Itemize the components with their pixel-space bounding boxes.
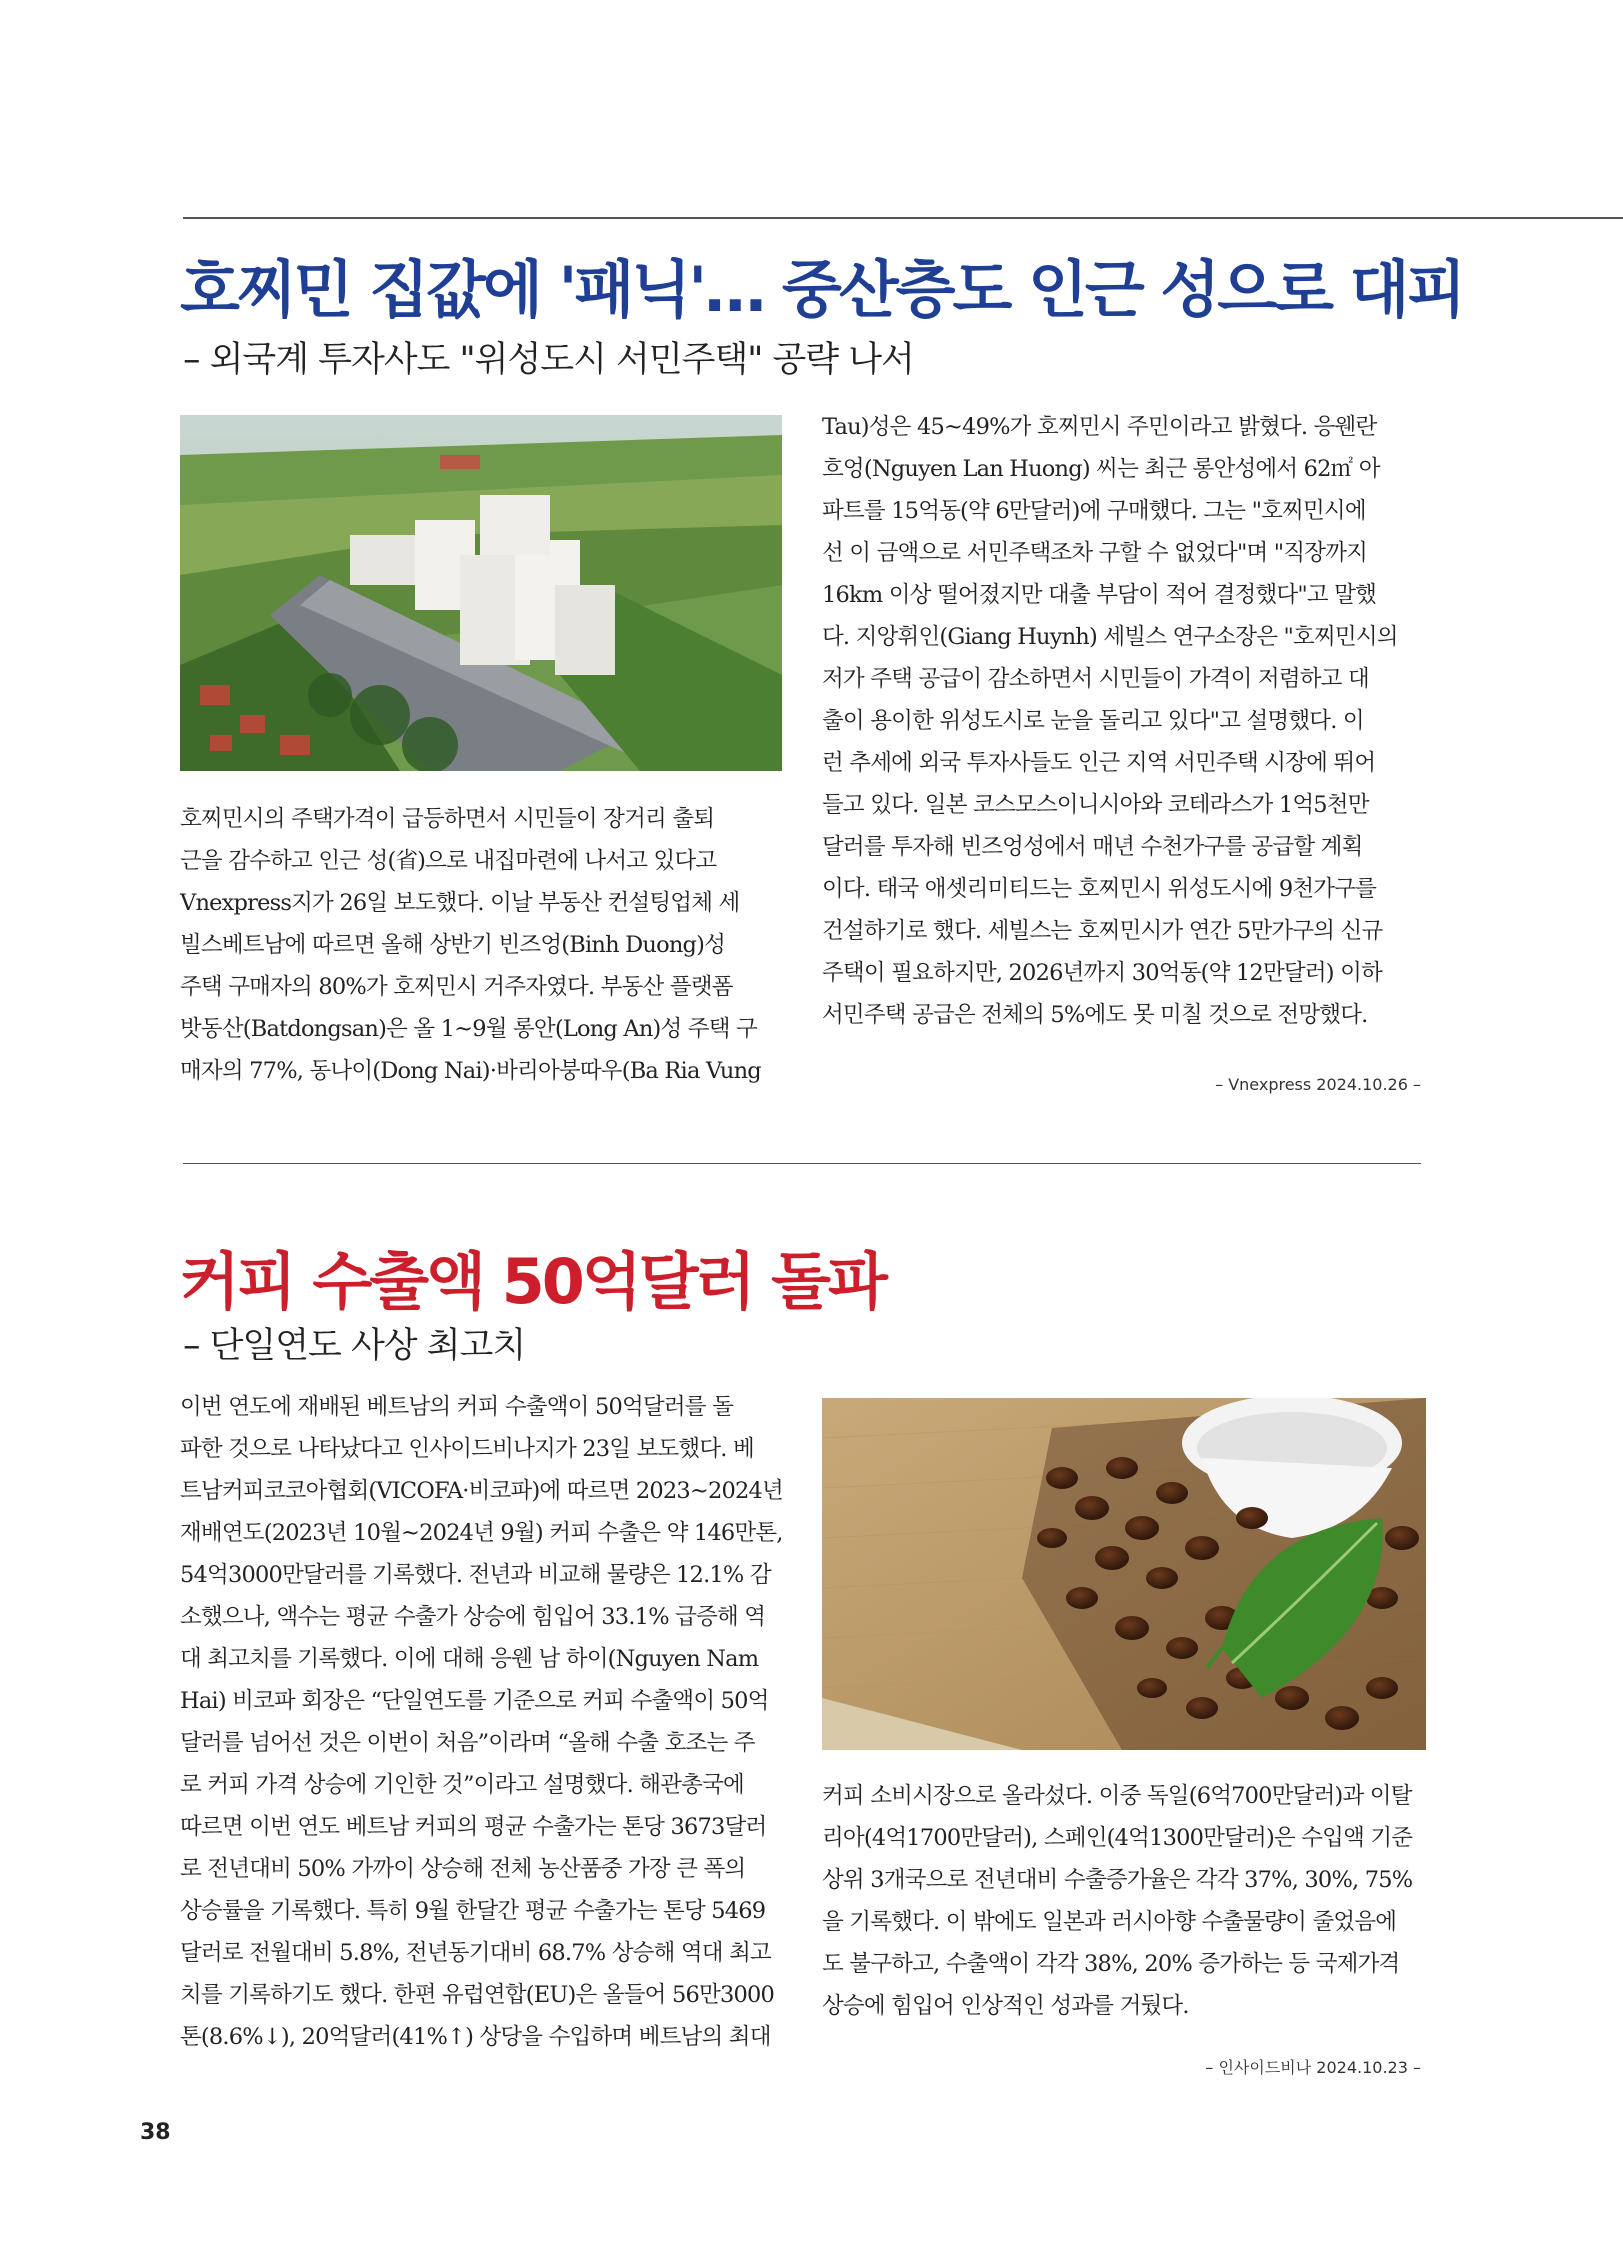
text-line: 저가 주택 공급이 감소하면서 시민들이 가격이 저렴하고 대	[822, 666, 1369, 692]
text-line: 리아(4억1700만달러), 스페인(4억1300만달러)은 수입액 기준	[822, 1825, 1413, 1851]
text-line: 을 기록했다. 이 밖에도 일본과 러시아향 수출물량이 줄었음에	[822, 1909, 1397, 1935]
text-line: 흐엉(Nguyen Lan Huong) 씨는 최근 롱안성에서 62㎡ 아	[822, 456, 1380, 482]
text-line: 런 추세에 외국 투자사들도 인근 지역 서민주택 시장에 뛰어	[822, 750, 1376, 776]
text-line: 상승률을 기록했다. 특히 9월 한달간 평균 수출가는 톤당 5469	[180, 1898, 766, 1924]
text-line: 도 불구하고, 수출액이 각각 38%, 20% 증가하는 등 국제가격	[822, 1951, 1400, 1977]
text-line: 54억3000만달러를 기록했다. 전년과 비교해 물량은 12.1% 감	[180, 1562, 771, 1588]
text-line: 트남커피코코아협회(VICOFA·비코파)에 따르면 2023~2024년	[180, 1478, 783, 1504]
text-line: 주택이 필요하지만, 2026년까지 30억동(약 12만달러) 이하	[822, 960, 1382, 986]
text-line: 로 커피 가격 상승에 기인한 것”이라고 설명했다. 해관총국에	[180, 1772, 744, 1798]
text-line: 상승에 힘입어 인상적인 성과를 거뒀다.	[822, 1993, 1189, 2019]
article2-left-column	[180, 1386, 783, 2058]
text-line: Hai) 비코파 회장은 “단일연도를 기준으로 커피 수출액이 50억	[180, 1688, 769, 1714]
text-line: 호찌민시의 주택가격이 급등하면서 시민들이 장거리 출퇴	[180, 806, 715, 832]
text-line: 이번 연도에 재배된 베트남의 커피 수출액이 50억달러를 돌	[180, 1394, 734, 1420]
article1-subtitle: – 외국계 투자사도 "위성도시 서민주택" 공략 나서	[183, 340, 914, 380]
text-line: 치를 기록하기도 했다. 한편 유럽연합(EU)은 올들어 56만3000	[180, 1982, 774, 2008]
text-line: 대 최고치를 기록했다. 이에 대해 응웬 남 하이(Nguyen Nam	[180, 1646, 759, 1672]
text-line: 근을 감수하고 인근 성(省)으로 내집마련에 나서고 있다고	[180, 848, 717, 874]
text-line: 매자의 77%, 동나이(Dong Nai)·바리아붕따우(Ba Ria Vung	[180, 1058, 761, 1084]
text-line: 출이 용이한 위성도시로 눈을 돌리고 있다"고 설명했다. 이	[822, 708, 1364, 734]
top-rule	[183, 217, 1623, 219]
text-line: 건설하기로 했다. 세빌스는 호찌민시가 연간 5만가구의 신규	[822, 918, 1383, 944]
text-line: 상위 3개국으로 전년대비 수출증가율은 각각 37%, 30%, 75%	[822, 1867, 1413, 1893]
text-line: 톤(8.6%↓), 20억달러(41%↑) 상당을 수입하며 베트남의 최대	[180, 2024, 771, 2050]
article1-photo-housing-aerial	[180, 415, 782, 771]
text-line: 밧동산(Batdongsan)은 올 1~9월 롱안(Long An)성 주택 구	[180, 1016, 757, 1042]
article2-right-column	[822, 1775, 1422, 2027]
article1-source: – Vnexpress 2024.10.26 –	[1215, 1075, 1421, 1094]
article2-photo-coffee-beans	[822, 1398, 1426, 1750]
text-line: Tau)성은 45~49%가 호찌민시 주민이라고 밝혔다. 응웬란	[822, 414, 1377, 440]
text-line: 들고 있다. 일본 코스모스이니시아와 코테라스가 1억5천만	[822, 792, 1369, 818]
text-line: 다. 지앙휘인(Giang Huynh) 세빌스 연구소장은 "호찌민시의	[822, 624, 1398, 650]
text-line: 주택 구매자의 80%가 호찌민시 거주자였다. 부동산 플랫폼	[180, 974, 733, 1000]
text-line: 달러를 넘어선 것은 이번이 처음”이라며 “올해 수출 호조는 주	[180, 1730, 755, 1756]
text-line: 이다. 태국 애셋리미티드는 호찌민시 위성도시에 9천가구를	[822, 876, 1377, 902]
text-line: 달러로 전월대비 5.8%, 전년동기대비 68.7% 상승해 역대 최고	[180, 1940, 771, 1966]
page-number: 38	[140, 2120, 171, 2145]
text-line: 빌스베트남에 따르면 올해 상반기 빈즈엉(Binh Duong)성	[180, 932, 726, 958]
text-line: 서민주택 공급은 전체의 5%에도 못 미칠 것으로 전망했다.	[822, 1002, 1368, 1028]
article1-left-column	[180, 798, 780, 1092]
text-line: 16km 이상 떨어졌지만 대출 부담이 적어 결정했다"고 말했	[822, 582, 1377, 608]
text-line: 커피 소비시장으로 올라섰다. 이중 독일(6억700만달러)과 이탈	[822, 1783, 1412, 1809]
text-line: 파한 것으로 나타났다고 인사이드비나지가 23일 보도했다. 베	[180, 1436, 754, 1462]
text-line: 로 전년대비 50% 가까이 상승해 전체 농산품중 가장 큰 폭의	[180, 1856, 746, 1882]
text-line: 달러를 투자해 빈즈엉성에서 매년 수천가구를 공급할 계획	[822, 834, 1363, 860]
text-line: 재배연도(2023년 10월~2024년 9월) 커피 수출은 약 146만톤,	[180, 1520, 783, 1546]
article1-title: 호찌민 집값에 '패닉'… 중산층도 인근 성으로 대피	[180, 253, 1464, 326]
article2-subtitle: – 단일연도 사상 최고치	[183, 1326, 526, 1366]
article2-source: – 인사이드비나 2024.10.23 –	[1205, 2058, 1421, 2077]
text-line: 따르면 이번 연도 베트남 커피의 평균 수출가는 톤당 3673달러	[180, 1814, 767, 1840]
text-line: 소했으나, 액수는 평균 수출가 상승에 힘입어 33.1% 급증해 역	[180, 1604, 766, 1630]
section-rule	[183, 1163, 1421, 1164]
article1-right-column	[822, 406, 1422, 1036]
text-line: Vnexpress지가 26일 보도했다. 이날 부동산 컨설팅업체 세	[180, 890, 740, 916]
text-line: 파트를 15억동(약 6만달러)에 구매했다. 그는 "호찌민시에	[822, 498, 1366, 524]
article2-title: 커피 수출액 50억달러 돌파	[180, 1245, 885, 1318]
text-line: 선 이 금액으로 서민주택조차 구할 수 없었다"며 "직장까지	[822, 540, 1368, 566]
